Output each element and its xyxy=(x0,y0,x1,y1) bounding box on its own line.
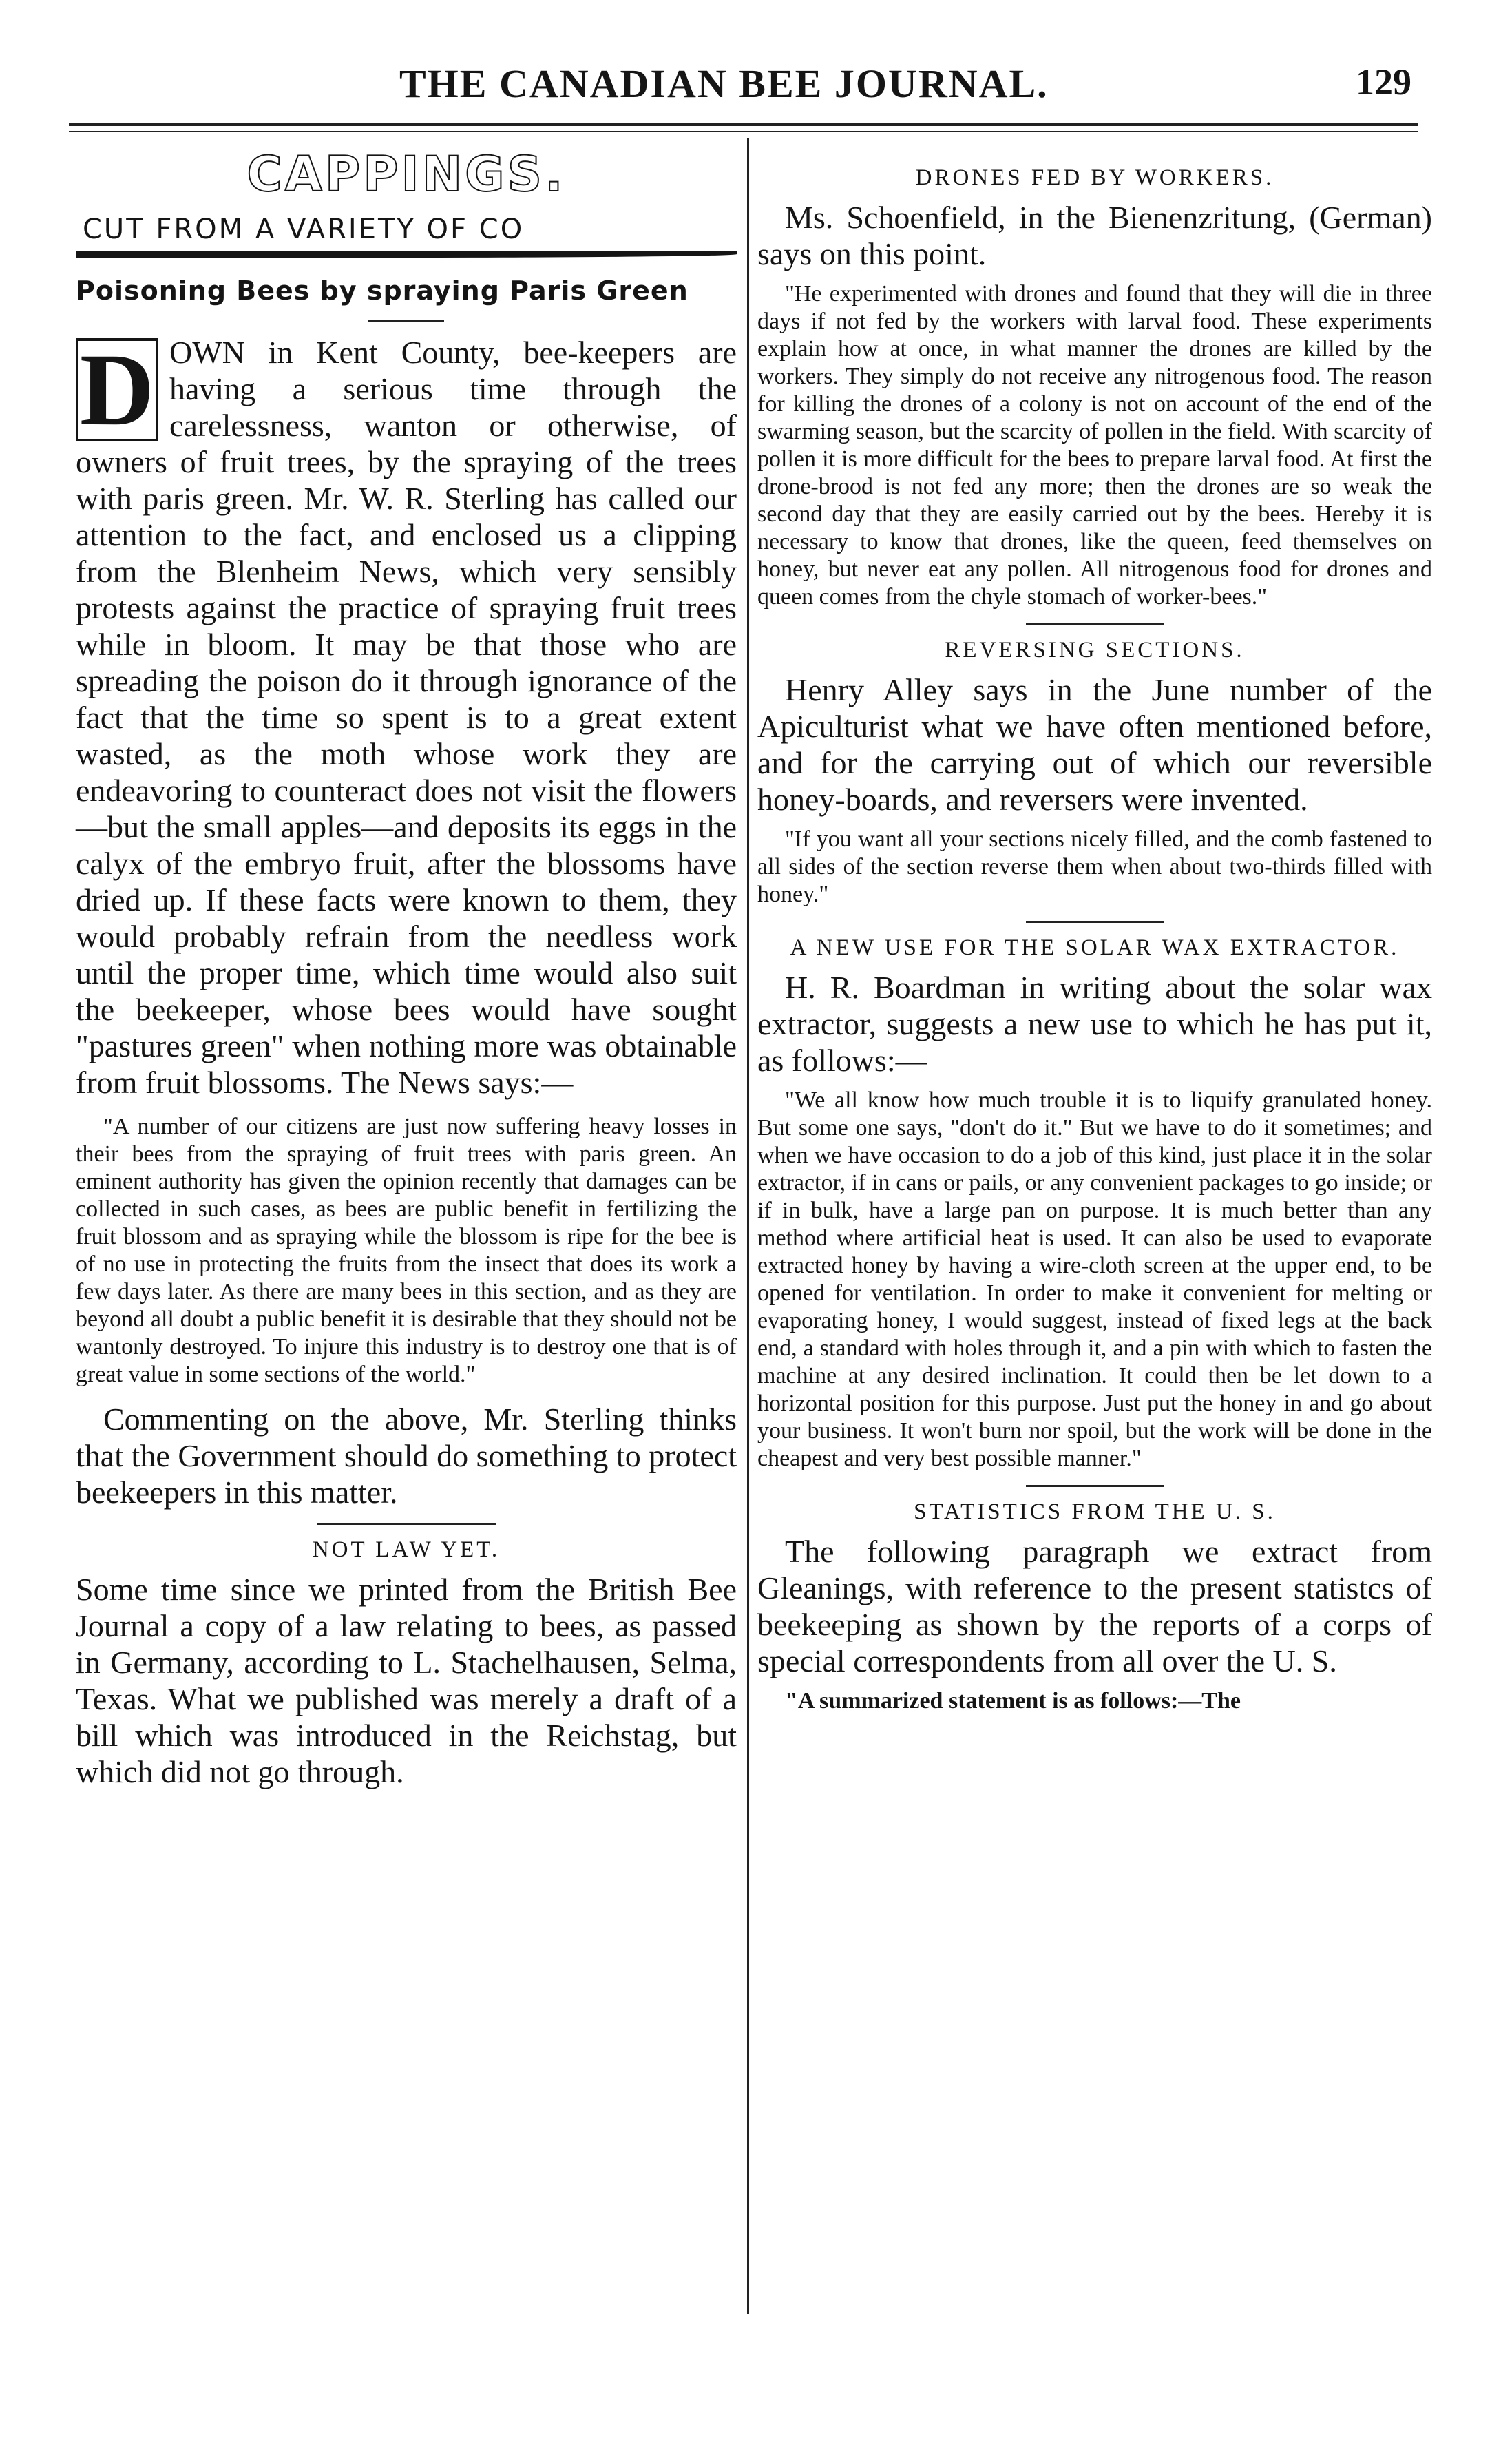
reversing-quote: "If you want all your sections nicely filled, and the comb fastened to all sides of the section reverse them when about two-thirds filled with honey." xyxy=(757,826,1432,907)
reversing-intro: Henry Alley says in the June number of the Apiculturist what we have often mentioned before, and for the carrying out of which our reversible honey-boards, and reversers were invented. xyxy=(757,672,1432,817)
reversing-title: REVERSING SECTIONS. xyxy=(945,638,1245,663)
right-column xyxy=(757,138,1432,1715)
solar-quote: "We all know how much trouble it is to liquify granulated honey. But some one says, "don't do it." But we have to do it sometimes; and when we have occasion to do a job of this kind, just place it in the solar extractor, if in cans or pails, or any convenient packages to go inside; or if in bulk, have a large pan on purpose. It is much better than any method where artificial heat is used. It can also be used to evaporate extracted honey by having a wire-cloth screen at the upper end, to be opened for ventilation. In order to make it convenient for melting or evaporating honey, I would suggest, instead of fixed legs at the back end, a standard with holes through it, and a pin with which to fasten the machine at any desired inclination. It could then be let down to a horizontal position for this purpose. Just put the honey in and go about your business. It won't burn nor spoil, but the work will be done in the cheapest and very best possible manner." xyxy=(757,1088,1432,1471)
separator xyxy=(317,1523,496,1525)
solar-intro: H. R. Boardman in writing about the solar wax extractor, suggests a new use to which he has put it, as follows:— xyxy=(757,970,1432,1078)
solar-title: A NEW USE FOR THE SOLAR WAX EXTRACTOR. xyxy=(790,935,1400,960)
not-law-title: NOT LAW YET. xyxy=(312,1537,501,1562)
separator xyxy=(1026,623,1164,625)
stats-quote: "A summarized statement is as follows:—The xyxy=(785,1688,1241,1714)
not-law-body: Some time since we printed from the British Bee Journal a copy of a law relating to bees, as passed in Germany, according to L. Stachelhausen, Selma, Texas. What we published was merely a draft of a bill which was introduced in the Reichstag, but which did not go through. xyxy=(76,1572,737,1789)
poison-article xyxy=(76,334,737,1101)
left-column xyxy=(76,138,737,1790)
page-number: 129 xyxy=(1356,61,1411,103)
header-rule-thin xyxy=(69,131,1418,132)
separator xyxy=(368,320,444,322)
separator xyxy=(1026,1485,1164,1487)
drop-cap: D xyxy=(76,338,158,441)
news-quote: "A number of our citizens are just now suffering heavy losses in their bees from the spraying of fruit trees with paris green. An eminent authority has given the opinion recently that damages can be collected in such cases, as bees are public benefit in fertilizing the fruit blossom and as spraying while the blossom is ripe for the bee is of no use in protecting the fruits from the insect that does its work a few days later. As there are many bees in this section, and as they are beyond all doubt a public benefit it is desirable that they should not be wantonly destroyed. To injure this industry is to destroy one that is of great value in some sections of the world." xyxy=(76,1114,737,1387)
drones-title: DRONES FED BY WORKERS. xyxy=(915,165,1274,190)
cut-from-label: CUT FROM A VARIETY OF CO xyxy=(83,214,525,245)
cappings-title: CAPPINGS. xyxy=(246,146,566,202)
journal-title: THE CANADIAN BEE JOURNAL. xyxy=(399,61,1049,106)
cut-underline xyxy=(76,251,737,258)
drones-quote: "He experimented with drones and found that they will die in three days if not fed by the workers with larval food. These experiments explain how at once, in what manner the drones are killed by the workers. They simply do not receive any nitrogenous food. The reason for killing the drones of a colony is not on account of the end of the swarming season, but the scarcity of pollen in the field. With scarcity of pollen it is more difficult for the bees to prepare larval food. At first the drone-brood is not fed any more; then the drones are so weak the second day that they are easily carried out by the bees. Hereby it is necessary to know that drones, like the queen, feed themselves on honey, but never eat any pollen. All nitrogenous food for drones and queen comes from the chyle stomach of worker-bees." xyxy=(757,281,1432,610)
poison-heading: Poisoning Bees by spraying Paris Green xyxy=(76,275,689,306)
stats-title: STATISTICS FROM THE U. S. xyxy=(914,1499,1276,1524)
poison-body: OWN in Kent County, bee-keepers are having a serious time through the carelessness, wanton or otherwise, of owners of fruit trees, by the spraying of the trees with paris green. Mr. W. R. Sterling has called our attention to the fact, and enclosed us a clipping from the Blenheim News, which very sensibly protests against the practice of spraying fruit trees while in bloom. It may be that those who are spreading the poison do it through ignorance of the fact that the time so spent is to a great extent wasted, as the moth whose work they are endeavoring to counteract does not visit the flowers—but the small apples—and deposits its eggs in the calyx of the embryo fruit, after the blossoms have dried up. If these facts were known to them, they would probably refrain from the needless work until the proper time, which time would also suit the beekeeper, whose bees would have sought "pastures green" when nothing more was obtainable from fruit blossoms. The News says:— xyxy=(76,335,737,1100)
commenting-paragraph: Commenting on the above, Mr. Sterling thinks that the Government should do something to protect beekeepers in this matter. xyxy=(76,1402,737,1510)
column-divider xyxy=(747,138,749,2314)
header-rule xyxy=(69,123,1418,126)
stats-intro: The following paragraph we extract from Gleanings, with reference to the present statistcs of beekeeping as shown by the reports of a corps of special correspondents from all over the U. S. xyxy=(757,1534,1432,1678)
page-header xyxy=(90,61,1411,116)
drones-intro: Ms. Schoenfield, in the Bienenzritung, (German) says on this point. xyxy=(757,200,1432,271)
separator xyxy=(1026,921,1164,923)
